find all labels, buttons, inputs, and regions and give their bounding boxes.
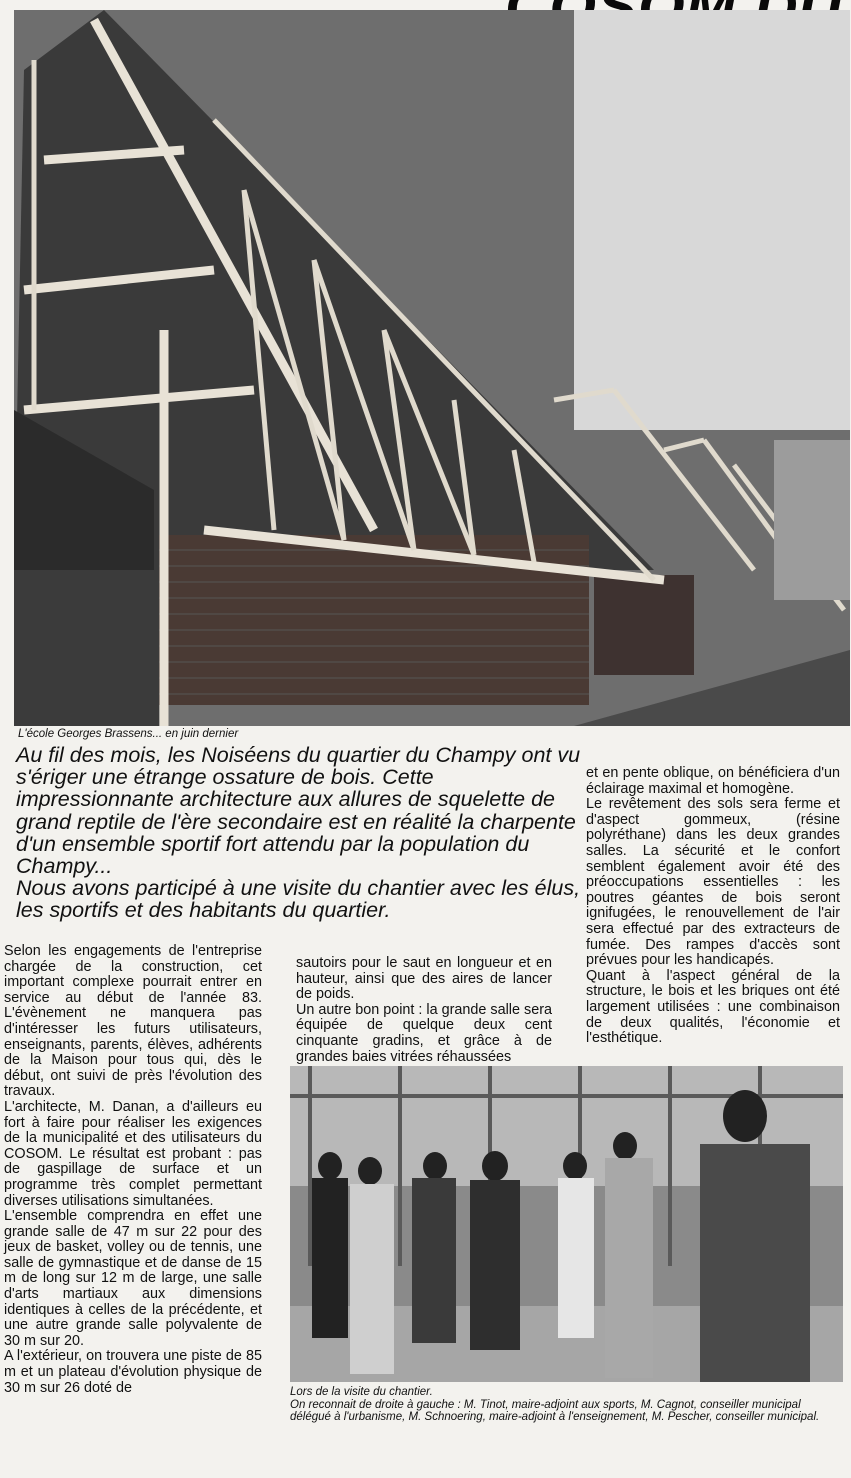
site-visit-photo bbox=[290, 1066, 843, 1382]
article-column-1 bbox=[4, 944, 262, 1396]
body-paragraph: Selon les engagements de l'entreprise chargée de la construction, cet important complexe pourrait entrer en service au début de l'année 83. L'évènement ne manquera pas d'intéresser les futurs utilisateurs, enseignants, parents, élèves, adhérents de la Maison pour tous qui, dès le début, ont suivi de près l'évolution des travaux. bbox=[4, 943, 262, 1100]
body-paragraph: L'architecte, M. Danan, a d'ailleurs eu fort à faire pour réaliser les exigences de la municipalité et des utilisateurs du COSOM. Le résultat est probant : pas de gaspillage de surface et un programme très complet permettant diverses utilisations simultanées. bbox=[4, 1098, 262, 1209]
construction-site-photo bbox=[14, 10, 850, 726]
body-paragraph: Un autre bon point : la grande salle sera équipée de quelque deux cent cinquante gradins, et grâce à de grandes baies vitrées réhaussées bbox=[296, 1001, 552, 1065]
body-paragraph: A l'extérieur, on trouvera une piste de 85 m et un plateau d'évolution physique de 30 m sur 26 doté de bbox=[4, 1348, 262, 1396]
article-column-2 bbox=[296, 956, 552, 1065]
lead-paragraph bbox=[16, 744, 586, 922]
lead-paragraph-1: Au fil des mois, les Noiséens du quartier du Champy ont vu s'ériger une étrange ossature de bois. Cette impressionnante architecture aux allures de squelette de grand reptile de l'ère secondaire est en réalité la charpente d'un ensemble sportif fort attendu par la population du Champy... bbox=[16, 743, 581, 879]
timber-frame-illustration bbox=[14, 10, 850, 726]
article-column-3 bbox=[586, 766, 840, 1047]
bottom-caption-line-2: On reconnait de droite à gauche : M. Tinot, maire-adjoint aux sports, M. Cagnot, conseiller municipal délégué à l'urbanisme, M. Schnoering, maire-adjoint à l'enseignement, M. Pescher, conseiller municipal. bbox=[290, 1398, 820, 1424]
top-photo-caption: L'école Georges Brassens... en juin dernier bbox=[18, 728, 239, 740]
body-paragraph: sautoirs pour le saut en longueur et en hauteur, ainsi que des aires de lancer de poids. bbox=[296, 955, 552, 1003]
bottom-photo-caption bbox=[290, 1386, 840, 1424]
visitors-group-illustration bbox=[290, 1066, 843, 1382]
body-paragraph: Quant à l'aspect général de la structure, le bois et les briques ont été largement utilisées : une combinaison de deux qualités, l'économie et l'esthétique. bbox=[586, 967, 840, 1047]
lead-paragraph-2: Nous avons participé à une visite du chantier avec les élus, les sportifs et des habitants du quartier. bbox=[16, 876, 581, 923]
body-paragraph: Le revêtement des sols sera ferme et d'aspect gommeux, (résine polyréthane) dans les deux grandes salles. La sécurité et le confort semblent également avoir été des préoccupations essentielles : les poutres géantes de bois seront ignifugées, le renouvellement de l'air sera effectué par des extracteurs de fumée. Des rampes d'accès sont prévues pour les handicapés. bbox=[586, 796, 840, 969]
body-paragraph: L'ensemble comprendra en effet une grande salle de 47 m sur 22 pour des jeux de basket, volley ou de tennis, une salle de gymnastique et de danse de 15 m de long sur 12 m de large, une salle d'arts martiaux aux dimensions identiques à celles de la précédente, et une autre grande salle polyvalente de 30 m sur 20. bbox=[4, 1208, 262, 1349]
bottom-caption-line-1: Lors de la visite du chantier. bbox=[290, 1386, 433, 1398]
body-paragraph: et en pente oblique, on bénéficiera d'un éclairage maximal et homogène. bbox=[586, 765, 840, 797]
